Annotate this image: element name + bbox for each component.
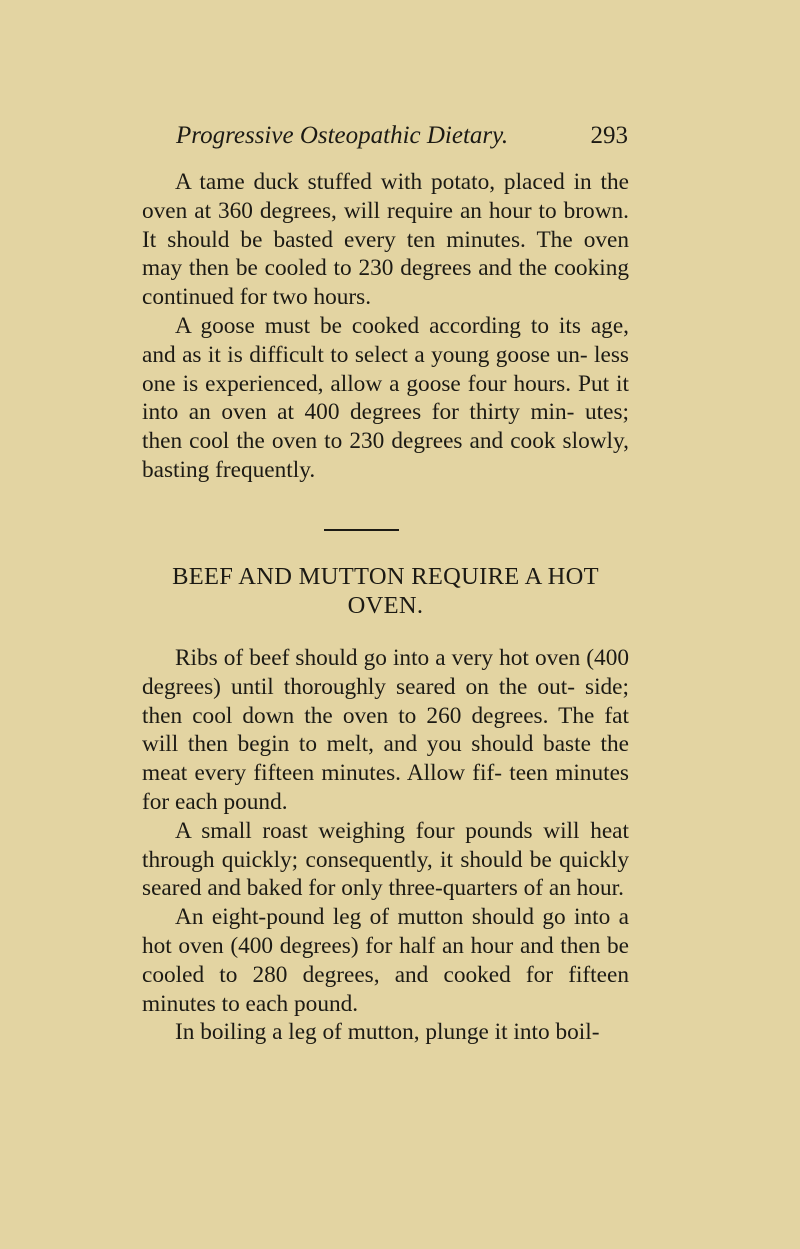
paragraph-goose: A goose must be cooked according to its age, and as it is difficult to select a young goose un- less one is experienced, allow a goose four hours. Put it into an oven at 400 degrees for thirty min- utes; then cool the oven to 230 degrees and cook slowly, basting frequently. <box>142 312 629 483</box>
running-head <box>176 118 628 154</box>
section-divider-rule <box>324 529 399 531</box>
paragraph-duck: A tame duck stuffed with potato, placed in the oven at 360 degrees, will require an hour to brown. It should be basted every ten minutes. The oven may then be cooled to 230 degrees and the cooking continued for two hours. <box>142 169 629 311</box>
running-head-title: Progressive Osteopathic Dietary. <box>176 122 509 149</box>
paragraph-small-roast: A small roast weighing four pounds will heat through quickly; consequently, it should be quickly seared and baked for only three-quarters of an hour. <box>142 817 629 902</box>
section-heading: BEEF AND MUTTON REQUIRE A HOT OVEN. <box>172 563 599 619</box>
paragraph-leg-of-mutton: An eight-pound leg of mutton should go into a hot oven (400 degrees) for half an hour and then be cooled to 280 degrees, and cooked for fifteen minutes to each pound. <box>142 904 629 1017</box>
lower-text-block <box>142 644 629 1047</box>
page-number: 293 <box>590 122 628 149</box>
paragraph-ribs-of-beef: Ribs of beef should go into a very hot oven (400 degrees) until thoroughly seared on the out- side; then cool down the oven to 260 degrees. The fat will then begin to melt, and you should baste the meat every fifteen minutes. Allow fif- teen minutes for each pound. <box>142 645 629 815</box>
upper-text-block <box>142 168 629 485</box>
paragraph-boiling-mutton: In boiling a leg of mutton, plunge it into boil- <box>175 1019 600 1046</box>
